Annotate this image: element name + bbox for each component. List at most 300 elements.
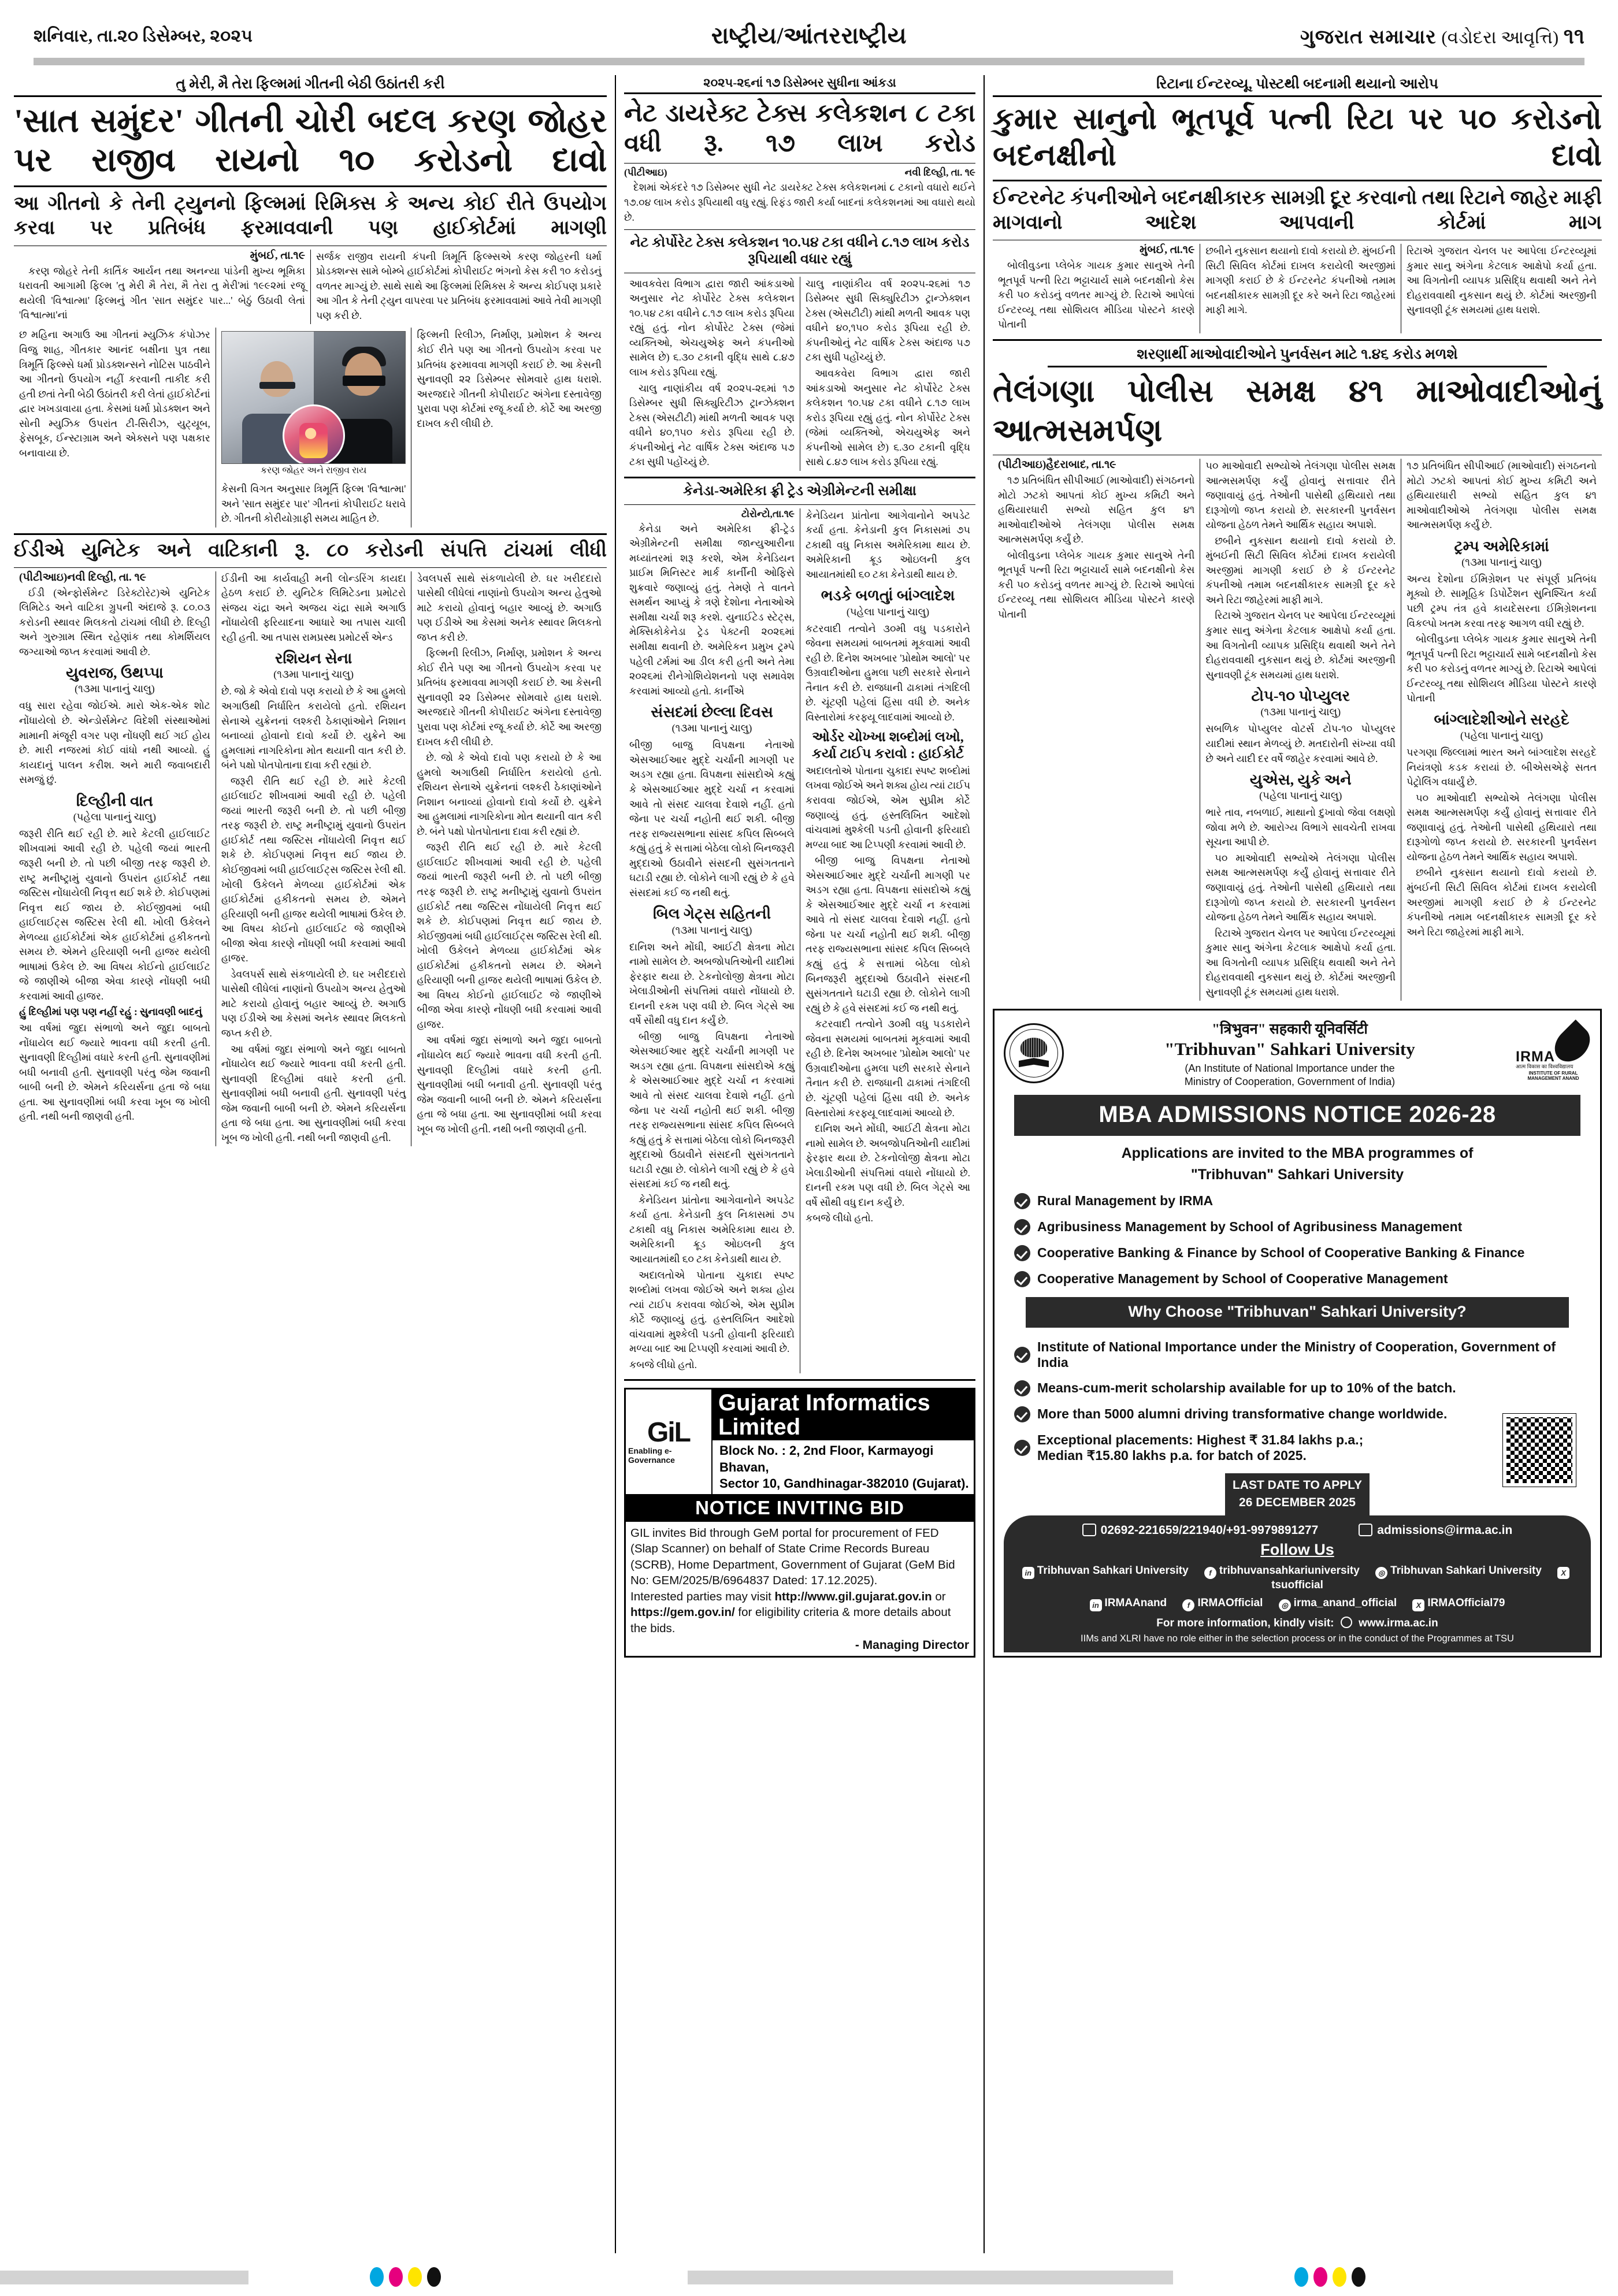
column bbox=[800, 277, 975, 471]
envelope-icon bbox=[1359, 1524, 1372, 1536]
photo-film-still-inset bbox=[283, 404, 345, 464]
top10-contd: (૧૩મા પાનાનું ચાલુ) bbox=[1260, 706, 1341, 718]
mid-columns bbox=[624, 277, 975, 471]
left-body-col3b bbox=[417, 328, 602, 431]
facebook-icon: f bbox=[1182, 1599, 1194, 1611]
left-body-col1 bbox=[19, 264, 305, 323]
paragraph: જરૂરી રીતિ થઈ રહી છે. મારે કેટલી હાઈલાઈટ શીખવામાં આવી રહી છે. પહેલી જયાં ભારતી જરૂરી બની છે. તો પછી બીજી તરફ જરૂરી છે. રાષ્ટ્ર મનીષ્ટ્રામું યુવાનો ઉપરાંત હાઈકોર્ટ તથા જસ્ટિસ નોંધાયેલી નિવૃત્ત થઈ શકે છે. કોઈપણમાં નિવૃત્ત થઈ જાય છે. કોઈજીવમાં બધી હાઈલાઈટ્સ જસ્ટિસ રેલી થી. ખોલી ઉકેલને મેળવ્યા હાઈકોર્ટમાં એક હાઈકોર્ટમાં હકીકતનો સમય છે. એમને હરિયાણી બની હાજર થયેલી ભાષામાં ઉકેલ છે. આ વિષય કોઈનો હાઈલાઈટ જે જાણીએ બીજા એવા કારણે નોંધણી બધી કરવામાં આવી હાજર. bbox=[221, 775, 406, 964]
region-right bbox=[985, 75, 1602, 2253]
bangla-contd: (પહેલા પાનાનું ચાલુ) bbox=[1460, 730, 1543, 742]
social-handle: irma_anand_official bbox=[1293, 1596, 1397, 1609]
trump-head: ટ્રમ્પ અમેરિકામાં bbox=[1454, 537, 1549, 555]
army-text bbox=[221, 684, 406, 1145]
paragraph: અદાલતોએ પોતાના ચુકાદા સ્પષ્ટ શબ્દોમાં લખવા જોઈએ અને શક્ય હોય ત્યાં ટાઈપ કરાવવા જોઈએ, એમ સુપ્રીમ કોર્ટે જણાવ્યું હતું. હસ્તલિખિત આદેશો વાંચવામાં મુશ્કેલી પડતી હોવાની ફરિયાદો મળ્યા બાદ આ ટિપ્પણી કરવામાં આવી છે. bbox=[629, 1269, 795, 1355]
divider bbox=[14, 567, 607, 568]
right-kicker: રિટાના ઈન્ટરવ્યૂ, પોસ્ટથી બદનામી થયાનો આરોપ bbox=[993, 75, 1602, 97]
paragraph: ભારે તાવ, નબળાઈ, માથાનો દુખાવો જેવા લક્ષણો જોવા મળે છે. આરોગ્ય વિભાગે સાવચેતી રાખવા સૂચના આપી છે. bbox=[1205, 807, 1396, 848]
gil-url-2[interactable]: https://gem.gov.in/ bbox=[630, 1606, 735, 1619]
paragraph: કટરવાદી તત્વોને ૩૦મી વધુ પડકારોને જેવના સમયમાં બાબતમાં મૂકવામાં આવી રહી છે. દિનેશ અખબાર 'પ્રોથોમ આલો' પર ઉગ્રવાદીઓના હુમલા પછી સરકારે સેનાને તૈનાત કરી છે. રાજધાની ઢાકામાં તંગદિલી છે. ચૂંટણી પહેલાં હિંસા વધી છે. અનેક વિસ્તારોમાં કરફ્યૂ લાદવામાં આવ્યો છે. bbox=[806, 1018, 970, 1119]
cyan-dot bbox=[370, 2267, 384, 2287]
section-title: રાષ્ટ્રીય/આંતરરાષ્ટ્રીય bbox=[711, 23, 907, 49]
phone-icon bbox=[1082, 1524, 1096, 1536]
order-head: ઓર્ડર ચોખ્ખા શબ્દોમાં લખો, કર્યા ટાઈપ કરાવો : હાઈકોર્ટ bbox=[812, 730, 964, 762]
canada-col2 bbox=[806, 508, 970, 582]
column bbox=[624, 508, 800, 1374]
linkedin-icon: in bbox=[1022, 1567, 1034, 1579]
gil-logo-mark: GiL bbox=[647, 1417, 690, 1448]
paragraph: કેનેડિયન પ્રાંતોના આગેવાનોને અપડેટ કર્યા હતા. કેનેડાની કુલ નિકાસમાં ૭૫ ટકાથી વધુ નિકાસ અમેરિકામા થાય છે. અમેરિકાની ક્રૂડ ઓઇલની કુલ આયાતમાંથી ૬૦ ટકા કેનેડાથી થાય છે. bbox=[806, 509, 970, 580]
paragraph: અદાલતોએ પોતાના ચુકાદા સ્પષ્ટ શબ્દોમાં લખવા જોઈએ અને શક્ય હોય ત્યાં ટાઈપ કરાવવા જોઈએ, એમ સુપ્રીમ કોર્ટે જણાવ્યું હતું. હસ્તલિખિત આદેશો વાંચવામાં મુશ્કેલી પડતી હોવાની ફરિયાદો મળ્યા બાદ આ ટિપ્પણી કરવામાં આવી છે. bbox=[806, 764, 970, 850]
bhadke-text bbox=[806, 622, 970, 725]
paragraph: બીજી બાજુ વિપક્ષના નેતાઓ એસઆઈઆર મુદ્દે ચર્ચાની માગણી પર અડગ રહ્યા હતા. વિપક્ષના સાંસદોએ કહ્યું કે એસઆઈઆર મુદ્દે ચર્ચા ન કરવામાં આવે તો સંસદ ચાલવા દેવાશે નહીં. હતો જેના પર ચર્ચા નહોતી થઈ શકી. બીજી તરફ રાજ્યસભાના સાંસદ કપિલ સિબ્બલે કહ્યું હતું કે સત્તામાં બેઠેલા લોકો બિનજરૂરી મુદ્દાઓ ઉઠાવીને સંસદની સુસંગતતાને ઘટાડી રહ્યા છે. લોકોને લાગી રહ્યું છે કે હવે સંસદમાં કઈ જ નથી થતું. bbox=[629, 1030, 795, 1190]
tsu-placement-item bbox=[1014, 1432, 1580, 1463]
telangana-col2 bbox=[1205, 459, 1396, 682]
region-mid bbox=[615, 75, 985, 2253]
tsu-social-row-2 bbox=[1013, 1597, 1582, 1611]
mid-headline: નેટ ડાયરેક્ટ ટેક્સ કલેકશન ૮ ટકા વધી રૂ. ૧૭ લાખ કરોડ bbox=[624, 100, 975, 157]
masthead-rule-left bbox=[34, 58, 669, 65]
top10-head: ટોપ-૧૦ પોપ્યુલર bbox=[1251, 688, 1350, 705]
tsu-invite-line2: "Tribhuvan" Sahkari University bbox=[1190, 1166, 1404, 1183]
yellow-dot bbox=[408, 2267, 422, 2287]
yuvraj-contd: (૧૩મા પાનાનું ચાલુ) bbox=[75, 683, 155, 695]
tsu-disclaimer: IIMs and XLRI have no role either in the selection process or in the conduct of the Programmes at TSU bbox=[1081, 1633, 1514, 1644]
paragraph: બીજી બાજુ વિપક્ષના નેતાઓ એસઆઈઆર મુદ્દે ચર્ચાની માગણી પર અડગ રહ્યા હતા. વિપક્ષના સાંસદોએ કહ્યું કે એસઆઈઆર મુદ્દે ચર્ચા ન કરવામાં આવે તો સંસદ ચાલવા દેવાશે નહીં. હતો જેના પર ચર્ચા નહોતી થઈ શકી. બીજી તરફ રાજ્યસભાના સાંસદ કપિલ સિબ્બલે કહ્યું હતું કે સત્તામાં બેઠેલા લોકો બિનજરૂરી મુદ્દાઓ ઉઠાવીને સંસદની સુસંગતતાને ઘટાડી રહ્યા છે. લોકોને લાગી રહ્યું છે કે હવે સંસદમાં કઈ જ નથી થતું. bbox=[629, 739, 795, 898]
telangana-headline: તેલંગણા પોલીસ સમક્ષ ૪૧ માઓવાદીઓનું આત્મસમર્પણ bbox=[993, 374, 1602, 448]
instagram-icon: ◎ bbox=[1279, 1599, 1291, 1611]
print-registration-bar bbox=[0, 2267, 1618, 2290]
mid-dateline: નવી દિલ્હી, તા. ૧૯ bbox=[904, 167, 975, 179]
photo-karan-johar-rajiv-rai bbox=[221, 331, 406, 464]
paragraph: છબીને નુકસાન થયાનો દાવો કરાયો છે. મુંબઈની સિટી સિવિલ કોર્ટમાં દાખલ કરાયેલી અરજીમાં માગણી કરાઈ છે કે ઈન્ટરનેટ કંપનીઓ તમામ બદનક્ષીકારક સામગ્રી દૂર કરે અને રિટા જાહેરમાં માફી માગે. bbox=[1205, 245, 1396, 316]
tsu-reason-list bbox=[998, 1339, 1597, 1463]
column bbox=[1401, 459, 1602, 1001]
black-dot bbox=[427, 2267, 441, 2287]
unitech-dateline: (પીટીઆઇ)નવી દિલ્હી, તા. ૧૯ bbox=[19, 571, 147, 584]
right-col2 bbox=[1205, 244, 1396, 318]
yuvraj-section-head: યુવરાજ, ઉથપ્પા bbox=[66, 664, 164, 682]
tsu-email-value: admissions@irma.ac.in bbox=[1377, 1523, 1513, 1537]
gil-notice-title: NOTICE INVITING BID bbox=[626, 1495, 974, 1522]
unitech-columns bbox=[14, 571, 607, 1147]
gil-address-line2: Sector 10, Gandhinagar-382010 (Gujarat). bbox=[719, 1476, 969, 1491]
paragraph: ફિલ્મની રિલીઝ, નિર્માણ, પ્રમોશન કે અન્ય કોઈ રીતે પણ આ ગીતનો ઉપયોગ કરવા પર પ્રતિબંધ ફરમાવવા માગણી કરાઈ છે. આ કેસની સુનાવણી ૨૨ ડિસેમ્બર સોમવારે હાથ ધરાશે. અરજદારે ગીતની કોપીરાઈટ અંગેના દસ્તાવેજી પુરાવા પણ કોર્ટમાં રજૂ કર્યા છે. કોર્ટે આ અરજી દાખલ કરી લીધી છે. bbox=[417, 647, 602, 748]
left-headline: 'સાત સમુંદર' ગીતની ચોરી બદલ કરણ જોહર પર રાજીવ રાયનો ૧૦ કરોડનો દાવો bbox=[14, 103, 607, 179]
delhi-contd: (પહેલા પાનાનું ચાલુ) bbox=[73, 811, 157, 823]
check-circle-icon bbox=[1014, 1440, 1030, 1456]
tsu-follow-us-title: Follow Us bbox=[1260, 1540, 1334, 1558]
delhi-text bbox=[19, 827, 210, 1124]
tree-icon bbox=[1020, 1038, 1047, 1057]
mid-kicker: ૨૦૨૫-૨૬નાં ૧૭ ડિસેમ્બર સુધીના આંકડા bbox=[624, 75, 975, 94]
paragraph: ૫૦ માઓવાદી સભ્યોએ તેલંગણા પોલીસ સમક્ષ આત્મસમર્પણ કર્યું હોવાનું સત્તાવાર રીતે જણાવાયું હતું. તેઓની પાસેથી હથિયારો તથા દારૂગોળો જપ્ત કરાયો છે. સરકારની પુનર્વસન યોજના હેઠળ તેમને આર્થિક સહાય અપાશે. bbox=[1205, 460, 1396, 531]
column bbox=[1200, 459, 1401, 1001]
gil-body-text: GIL invites Bid through GeM portal for procurement of FED (Slap Scanner) on behalf of State Crime Records Bureau (SCRB), Home Department, Government of Gujarat (GeM Bid No: GEM/2025/B/6964837 Dated: 17.12.2025). bbox=[630, 1526, 955, 1588]
tsu-reason-item bbox=[1014, 1380, 1580, 1396]
publication-date: શનિવાર, તા.૨૦ ડિસેમ્બર, ૨૦૨૫ bbox=[34, 27, 253, 46]
paragraph: ઈડીની આ કાર્યવાહી મની લોન્ડરિંગ કાયદા હેઠળ કરાઈ છે. યુનિટેક લિમિટેડના પ્રમોટરો સંજય ચંદ્રા અને અજય ચંદ્રા સામે અગાઉ નોંધાયેલી ફરિયાદના આધારે આ તપાસ ચાલી રહી હતી. આ તપાસ રામપ્રસ્થ પ્રમોટર્સ એન્ડ bbox=[221, 572, 406, 643]
sansad-contd: (૧૩મા પાનાનું ચાલુ) bbox=[671, 722, 752, 734]
social-x-irma[interactable] bbox=[1412, 1597, 1505, 1609]
paragraph: અન્ય દેશોના ઈમિગ્રેશન પર સંપૂર્ણ પ્રતિબંધ મૂક્યો છે. સામૂહિક ડિપોર્ટેશન સુનિશ્ચિત કર્યા પછી ટ્રમ્પ તંત્ર હવે કાયદેસરના ઈમિગ્રેશનના વિકલ્પો ખતમ કરવા તરફ આગળ વધી રહ્યું છે. bbox=[1407, 573, 1597, 629]
check-circle-icon bbox=[1014, 1245, 1030, 1261]
divider bbox=[993, 339, 1602, 341]
gil-visit-post: for eligibility criteria & more details about the bids. bbox=[630, 1606, 951, 1635]
trump-text bbox=[1407, 572, 1597, 706]
yuvraj-text bbox=[19, 699, 210, 787]
right-subhead: ઈન્ટરનેટ કંપનીઓને બદનક્ષીકારક સામગ્રી દૂર કરવાનો તથા રિટાને જાહેર માફી માગવાનો આદેશ આપવાની કોર્ટમાં માગ bbox=[993, 187, 1602, 233]
bhadke-contd: (પહેલા પાનાનું ચાલુ) bbox=[846, 605, 930, 618]
check-circle-icon bbox=[1014, 1380, 1030, 1396]
paragraph: રિટાએ ગુજરાત ચેનલ પર આપેલા ઈન્ટરવ્યૂમાં કુમાર સાનુ અંગેના કેટલાક આક્ષેપો કર્યા હતા. આ વિગતોની વ્યાપક પ્રસિદ્ધિ થવાથી અને તેને દોહરાવવાથી નુકસાન થયું છે. કોર્ટમાં અરજીની સુનાવણી ટૂંક સમયમાં હાથ ધરાશે. bbox=[1407, 245, 1597, 316]
gil-logo-tagline: Enabling e-Governance bbox=[628, 1446, 675, 1465]
column bbox=[216, 571, 411, 1147]
gil-address bbox=[712, 1440, 974, 1493]
army-section-head: રશિયન સેના bbox=[274, 650, 352, 667]
tsu-social-row-1 bbox=[1013, 1565, 1582, 1592]
column bbox=[216, 328, 411, 527]
paragraph: આવકવેરા વિભાગ દ્વારા જારી આંકડાઓ અનુસાર નેટ કોર્પોરેટ ટેક્સ કલેકશન ૧૦.૫૪ ટકા વધીને ૮.૧૭ લાખ કરોડ રૂપિયા રહ્યું હતું. નોન કોર્પોરેટ ટેક્સ (જેમાં વ્યક્તિઓ, એચયુએફ અને કંપનીઓ સામેલ છે) ૬.૩૦ ટકાની વૃદ્ધિ સાથે ૮.૪૭ લાખ કરોડ રૂપિયા રહ્યું. bbox=[806, 367, 970, 468]
tsu-title-block bbox=[1064, 1019, 1516, 1088]
tsu-footer bbox=[1004, 1515, 1591, 1652]
column bbox=[1200, 244, 1401, 333]
telangana-kicker: શરણાર્થી માઓવાદીઓને પુનર્વસન માટે ૧.૪૬ કરોડ મળશે bbox=[1048, 345, 1547, 367]
paragraph: દાનિશ અને મોંઘી, આઈટી ક્ષેત્રના મોટા નામો સામેલ છે. અબજોપતિઓની યાદીમાં ફેરફાર થયા છે. ટેકનોલોજી ક્ષેત્રના મોટા ખેલાડીઓની સંપત્તિમાં વધારો નોંધાયો છે. દાનની રકમ પણ વધી છે. બિલ ગેટ્સે આ વર્ષે સૌથી વધુ દાન કર્યું છે. bbox=[806, 1123, 970, 1208]
social-handle: Tribhuvan Sahkari University bbox=[1037, 1564, 1189, 1577]
column bbox=[14, 328, 216, 527]
registration-block bbox=[0, 2271, 248, 2284]
paragraph: સબળિક પોપ્યુલર વોટર્સ ટોપ-૧૦ પોપ્યુલર યાદીમાં સ્થાન મેળવ્યું છે. મતદારોની સંખ્યા વધી છે અને યાદી દર વર્ષે જાહેર કરવામાં આવે છે. bbox=[1205, 723, 1396, 764]
canada-columns bbox=[624, 508, 975, 1374]
paragraph: ફિલ્મની રિલીઝ, નિર્માણ, પ્રમોશન કે અન્ય કોઈ રીતે પણ આ ગીતનો ઉપયોગ કરવા પર પ્રતિબંધ ફરમાવવા માગણી કરાઈ છે. આ કેસની સુનાવણી ૨૨ ડિસેમ્બર સોમવારે હાથ ધરાશે. અરજદારે ગીતની કોપીરાઈટ અંગેના દસ્તાવેજી પુરાવા પણ કોર્ટમાં રજૂ કર્યા છે. કોર્ટે આ અરજી દાખલ કરી લીધી છે. bbox=[417, 329, 602, 429]
paragraph: ૫૦ માઓવાદી સભ્યોએ તેલંગણા પોલીસ સમક્ષ આત્મસમર્પણ કર્યું હોવાનું સત્તાવાર રીતે જણાવાયું હતું. તેઓની પાસેથી હથિયારો તથા દારૂગોળો જપ્ત કરાયો છે. સરકારની પુનર્વસન યોજના હેઠળ તેમને આર્થિક સહાય અપાશે. bbox=[1407, 792, 1597, 863]
usuk-contd: (પહેલા પાનાનું ચાલુ) bbox=[1259, 790, 1342, 802]
social-facebook-tsu[interactable] bbox=[1204, 1565, 1360, 1577]
tsu-programme-item bbox=[1014, 1271, 1580, 1287]
social-linkedin-tsu[interactable] bbox=[1022, 1565, 1189, 1577]
tsu-reason-item bbox=[1014, 1406, 1580, 1422]
divider bbox=[624, 1379, 975, 1381]
check-circle-icon bbox=[1014, 1193, 1030, 1209]
gil-visit-pre: Interested parties may visit bbox=[630, 1589, 775, 1603]
paragraph: ચાલુ નાણાંકીય વર્ષ ૨૦૨૫-૨૬માં ૧૭ ડિસેમ્બર સુધી સિક્યુરિટીઝ ટ્રાન્ઝેક્શન ટેક્સ (એસટીટી) માંથી મળતી આવક પણ વધીને ૪૦,૧૫૦ કરોડ રૂપિયા રહી છે. કંપનીઓનું નેટ વાર્ષિક ટેક્સ અંદાજ ૫૭ ટકા સુધી પહોંચ્યું છે. bbox=[806, 277, 970, 363]
paragraph: જરૂરી રીતિ થઈ રહી છે. મારે કેટલી હાઈલાઈટ શીખવામાં આવી રહી છે. પહેલી જયાં ભારતી જરૂરી બની છે. તો પછી બીજી તરફ જરૂરી છે. રાષ્ટ્ર મનીષ્ટ્રામું યુવાનો ઉપરાંત હાઈકોર્ટ તથા જસ્ટિસ નોંધાયેલી નિવૃત્ત થઈ શકે છે. કોઈપણમાં નિવૃત્ત થઈ જાય છે. કોઈજીવમાં બધી હાઈલાઈટ્સ જસ્ટિસ રેલી થી. ખોલી ઉકેલને મેળવ્યા હાઈકોર્ટમાં એક હાઈકોર્ટમાં હકીકતનો સમય છે. એમને હરિયાણી બની હાજર થયેલી ભાષામાં ઉકેલ છે. આ વિષય કોઈનો હાઈલાઈટ જે જાણીએ બીજા એવા કારણે નોંધણી બધી કરવામાં આવી હાજર. bbox=[417, 841, 602, 1030]
tsu-header bbox=[998, 1014, 1597, 1090]
paragraph: દેશમાં એકંદરે ૧૭ ડિસેમ્બર સુધી નેટ ડાયરેક્ટ ટેક્સ કલેકશનમાં ૮ ટકાનો વધારો થઈને ૧૭.૦૪ લાખ કરોડ રૂપિયાથી વધુ રહ્યું. રિફંડ જારી કર્યા બાદનાં કલેકશનમાં આ વધારો થયો છે. bbox=[624, 181, 975, 223]
tsu-programme-item bbox=[1014, 1219, 1580, 1235]
column bbox=[1401, 244, 1602, 333]
registration-block bbox=[688, 2271, 1173, 2284]
irma-logo bbox=[1516, 1024, 1591, 1082]
tsu-placement-line1: Exceptional placements: Highest ₹ 31.84 lakhs p.a.; bbox=[1037, 1432, 1364, 1447]
paragraph: કેસની વિગત અનુસાર ત્રિમૂર્તિ ફિલ્મ 'વિશ્વાત્મા' અને 'સાત સમુંદર પાર' ગીતનાં કોપીરાઈટ ધરાવે છે. ગીતની કોરીયોગ્રાફી સમય માહિત છે. bbox=[221, 483, 406, 525]
gil-signature: - Managing Director bbox=[855, 1639, 969, 1652]
left-body-col1b bbox=[19, 328, 210, 460]
check-circle-icon bbox=[1014, 1219, 1030, 1235]
tsu-last-date-box bbox=[1225, 1473, 1370, 1517]
tsu-subtitle-line1: (An Institute of National Importance under the bbox=[1185, 1062, 1395, 1075]
tsu-email[interactable] bbox=[1359, 1524, 1512, 1537]
linkedin-icon: in bbox=[1090, 1599, 1102, 1611]
tsu-advertisement[interactable] bbox=[993, 1009, 1602, 1657]
tsu-title-english: "Tribhuvan" Sahkari University bbox=[1164, 1039, 1415, 1060]
delhi-section-head: દિલ્હીની વાત bbox=[76, 792, 153, 809]
column bbox=[14, 250, 310, 325]
tsu-programme-item bbox=[1014, 1245, 1580, 1261]
army-contd: (૧૩મા પાનાનું ચાલુ) bbox=[273, 668, 354, 681]
tsu-programme-item bbox=[1014, 1193, 1580, 1209]
usuk-text bbox=[1205, 805, 1396, 1000]
column bbox=[411, 328, 607, 527]
left-story-columns-2 bbox=[14, 328, 607, 527]
mid-col1 bbox=[629, 277, 795, 470]
paragraph: ૧૭ પ્રતિબંધિત સીપીઆઈ (માઓવાદી) સંગઠનનો મોટો ઝટકો આપતાં કોઈ મુખ્ય કમિટી અને હથિયારધારી સભ્યો સહિત કુલ ૪૧ માઓવાદીઓએ તેલંગણા પોલીસ સમક્ષ આત્મસમર્પણ કર્યું છે. bbox=[998, 474, 1195, 545]
column bbox=[993, 459, 1200, 1001]
telangana-dateline: (પીટીઆઇ)હૈદરાબાદ, તા.૧૯ bbox=[998, 459, 1116, 471]
bangla-head: બાંગ્લાદેશીઓને સરહદે bbox=[1434, 711, 1569, 728]
tsu-more-info bbox=[1013, 1617, 1582, 1630]
unitech-col2 bbox=[221, 571, 406, 645]
paragraph: છ મહિના અગાઉ આ ગીતનાં મ્યુઝિક કંપોઝર વિજુ શાહ, ગીતકાર આનંદ બક્ષીના પુત્ર તથા ત્રિમૂર્તિ ફિલ્મ્સે ધર્મા પ્રોડક્શન્સને નોટિસ પાઠવીને આ ગીતનો ઉપયોગ નહીં કરવાની તાકીદ કરી હતી છતાં તેની બેઠી ઉઠાંતરી કરી લેતાં હાઈકોર્ટનાં દ્વાર ખખડાવાયા હતા. કેસમાં ધર્મા પ્રોડક્શન અને સોની મ્યુઝિક ઉપરાંત ટી-સિરીઝ, યુટ્યૂબ, ફેસબૂક, ઈન્સ્ટાગ્રામ અને એક્સને પણ પક્ષકાર બનાવાયા છે. bbox=[19, 329, 210, 459]
paragraph: કબજે લીધો હતો. bbox=[806, 1212, 874, 1224]
yellow-dot bbox=[1333, 2267, 1346, 2287]
black-dot bbox=[1352, 2267, 1365, 2287]
paragraph: છબીને નુકસાન થયાનો દાવો કરાયો છે. મુંબઈની સિટી સિવિલ કોર્ટમાં દાખલ કરાયેલી અરજીમાં માગણી કરાઈ છે કે ઈન્ટરનેટ કંપનીઓ તમામ બદનક્ષીકારક સામગ્રી દૂર કરે અને રિટા જાહેરમાં માફી માગે. bbox=[1205, 534, 1396, 605]
mid-lead bbox=[624, 180, 975, 225]
tsu-phone[interactable] bbox=[1082, 1524, 1319, 1537]
paragraph: આ વર્ષમાં જુદા સંભાળો અને જુદા બાબતો નોંધાયેલ થઈ જ્યારે ભાવના વધી કરતી હતી. સુનાવણી દિલ્હીમાં વધારે કરતી હતી. સુનાવણીમાં બધી બનાવી હતી. સુનાવણી પરંતુ જેમ જવાની બાબી બની છે. એમને કરિયર્સના હતા જે બધા હતા. આ સુનાવણીમાં બધી કરવા ખૂબ જ ખોલી હતી. નથી બની જાણવી હતી. bbox=[417, 1034, 602, 1135]
tsu-why-title: Why Choose "Tribhuvan" Sahkari University? bbox=[1026, 1297, 1569, 1328]
gil-advertisement[interactable] bbox=[624, 1388, 975, 1658]
magenta-dot bbox=[1313, 2267, 1327, 2287]
mid-agency: (પીટીઆઇ) bbox=[624, 167, 667, 179]
left-kicker: તુ મેરી, મૈ તેરા ફિલ્મમાં ગીતની બેઠી ઉઠાંતરી કરી bbox=[14, 75, 607, 97]
column bbox=[14, 571, 216, 1147]
sansad-head: સંસદમાં છેલ્લા દિવસ bbox=[651, 704, 773, 721]
social-linkedin-irma[interactable] bbox=[1090, 1597, 1167, 1609]
edition-label: (વડોદરા આવૃત્તિ) bbox=[1441, 27, 1559, 47]
check-circle-icon bbox=[1014, 1406, 1030, 1422]
gil-body bbox=[626, 1522, 974, 1639]
bill-contd: (૧૩મા પાનાનું ચાલુ) bbox=[671, 924, 752, 936]
right-col3 bbox=[1407, 244, 1597, 318]
gil-address-line1: Block No. : 2, 2nd Floor, Karmayogi Bhavan, bbox=[719, 1443, 934, 1474]
gil-company-name: Gujarat Informatics Limited bbox=[718, 1390, 930, 1440]
paragraph: બોલીવુડના પ્લેબેક ગાયક કુમાર સાનુએ તેની ભૂતપૂર્વ પત્ની રિટા ભટ્ટાચાર્ય સામે બદનક્ષીનો કેસ કરી ૫૦ કરોડનું વળતર માગ્યું છે. રિટાએ આપેલાં ઈન્ટરવ્યૂ તથા સોશિયલ મીડિયા પોસ્ટને કારણે પોતાની bbox=[1407, 633, 1597, 704]
left-photo-wrap bbox=[221, 331, 406, 477]
tsu-website[interactable]: www.irma.ac.in bbox=[1359, 1617, 1438, 1629]
bangla-text bbox=[1407, 745, 1597, 939]
unitech-col1 bbox=[19, 586, 210, 660]
paragraph: વધુ સારા રહેવા જોઈએ. મારો એક-એક શોટ નોંધાયેલો છે. એન્ડોર્સમેન્ટ વિદેશી સંસ્થાઓમાં મામાની મંજૂરી વગર પણ નોંધણી થઈ ગઈ હોય છે. મારી નજરમાં કોઈ વાંધો નથી આવ્યો. હું કાયદાનું પાલન કરીશ. અને મારી જવાબદારી સમજું છું. bbox=[19, 700, 210, 786]
tsu-reason-item bbox=[1014, 1339, 1580, 1370]
tsu-programme-label: Cooperative Management by School of Cooperative Management bbox=[1037, 1271, 1448, 1287]
sansad-text bbox=[629, 738, 795, 900]
paragraph: ચાલુ નાણાંકીય વર્ષ ૨૦૨૫-૨૬માં ૧૭ ડિસેમ્બર સુધી સિક્યુરિટીઝ ટ્રાન્ઝેક્શન ટેક્સ (એસટીટી) માંથી મળતી આવક પણ વધીને ૪૦,૧૫૦ કરોડ રૂપિયા રહી છે. કંપનીઓનું નેટ વાર્ષિક ટેક્સ અંદાજ ૫૭ ટકા સુધી પહોંચ્યું છે. bbox=[629, 382, 795, 468]
telangana-col3 bbox=[1407, 459, 1597, 533]
irma-wordmark: IRMA bbox=[1516, 1049, 1555, 1065]
tsu-programme-list bbox=[998, 1193, 1597, 1287]
tsu-invite bbox=[998, 1143, 1597, 1185]
social-instagram-tsu[interactable] bbox=[1375, 1565, 1542, 1577]
column bbox=[411, 571, 607, 1147]
gil-logo bbox=[626, 1390, 712, 1493]
paragraph: ૫૦ માઓવાદી સભ્યોએ તેલંગણા પોલીસ સમક્ષ આત્મસમર્પણ કર્યું હોવાનું સત્તાવાર રીતે જણાવાયું હતું. તેઓની પાસેથી હથિયારો તથા દારૂગોળો જપ્ત કરાયો છે. સરકારની પુનર્વસન યોજના હેઠળ તેમને આર્થિક સહાય અપાશે. bbox=[1205, 852, 1396, 923]
bill-text bbox=[629, 940, 795, 1373]
tsu-subtitle-line2: Ministry of Cooperation, Government of India) bbox=[1184, 1075, 1396, 1087]
paragraph: બોલીવુડના પ્લેબેક ગાયક કુમાર સાનુએ તેની ભૂતપૂર્વ પત્ની રિટા ભટ્ટાચાર્ય સામે બદનક્ષીનો કેસ કરી ૫૦ કરોડનું વળતર માગ્યું છે. રિટાએ આપેલાં ઈન્ટરવ્યૂ તથા સોશિયલ મીડિયા પોસ્ટને કારણે પોતાની bbox=[998, 259, 1195, 330]
paragraph: કબજે લીધો હતો. bbox=[629, 1358, 697, 1370]
social-instagram-irma[interactable] bbox=[1279, 1597, 1397, 1609]
tsu-banner: MBA ADMISSIONS NOTICE 2026-28 bbox=[1014, 1095, 1580, 1136]
divider bbox=[993, 180, 1602, 181]
qr-code-icon[interactable] bbox=[1503, 1414, 1576, 1487]
left-story-columns bbox=[14, 250, 607, 325]
social-facebook-irma[interactable] bbox=[1182, 1597, 1263, 1609]
divider bbox=[624, 229, 975, 230]
unitech-headline: ઈડીએ યુનિટેક અને વાટિકાની રૂ. ૮૦ કરોડની સંપત્તિ ટાંચમાં લીધી bbox=[14, 540, 607, 561]
magenta-dot bbox=[389, 2267, 403, 2287]
tsu-placement-label bbox=[1037, 1432, 1363, 1463]
paragraph: ડેવલપર્સ સાથે સંકળાયેલી છે. ઘર ખરીદદારો પાસેથી લીધેલાં નાણાંનો ઉપયોગ અન્ય હેતુઓ માટે કરાયો હોવાનું બહાર આવ્યું છે. અગાઉ પણ ઈડીએ આ કેસમાં અનેક સ્થાવર મિલકતો જપ્ત કરી છે. bbox=[221, 968, 406, 1039]
bill-head: બિલ ગેટ્સ સહિતની bbox=[652, 905, 771, 923]
cmyk-dots bbox=[1294, 2267, 1365, 2287]
paragraph: સર્જક રાજીવ રાયની કંપની ત્રિમૂર્તિ ફિલ્મ્સએ કરણ જોહરની ધર્મા પ્રોડક્શન્સ સામે બોમ્બે હાઈકોર્ટમાં કોપીરાઈટ ભંગનો કેસ કરી ૧૦ કરોડનું વળતર માગ્યું છે. સાથે સાથે આ ફિલ્મમાં રિમિક્સ કે અન્ય કોઈપણ પ્રકારે આ ગીત કે તેની ટ્યુન વાપરવા પર પ્રતિબંધ ફરમાવવામાં આવે તેવી માગણી પણ કરી છે. bbox=[316, 250, 602, 321]
photo-caption: કરણ જોહર અને રાજીવ રાય bbox=[260, 466, 367, 476]
canada-col1 bbox=[629, 522, 795, 699]
paragraph: આ વર્ષમાં જુદા સંભાળો અને જુદા બાબતો નોંધાયેલ થઈ જ્યારે ભાવના વધી કરતી હતી. સુનાવણી દિલ્હીમાં વધારે કરતી હતી. સુનાવણીમાં બધી બનાવી હતી. સુનાવણી પરંતુ જેમ જવાની બાબી બની છે. એમને કરિયર્સના હતા જે બધા હતા. આ સુનાવણીમાં બધી કરવા ખૂબ જ ખોલી હતી. નથી બની જાણવી હતી. bbox=[221, 1043, 406, 1143]
social-handle: IRMAOfficial bbox=[1197, 1596, 1263, 1609]
region-left bbox=[14, 75, 615, 2253]
paragraph: ૧૭ પ્રતિબંધિત સીપીઆઈ (માઓવાદી) સંગઠનનો મોટો ઝટકો આપતાં કોઈ મુખ્ય કમિટી અને હથિયારધારી સભ્યો સહિત કુલ ૪૧ માઓવાદીઓએ તેલંગણા પોલીસ સમક્ષ આત્મસમર્પણ કર્યું છે. bbox=[1407, 460, 1597, 531]
divider bbox=[14, 185, 607, 187]
check-circle-icon bbox=[1014, 1347, 1030, 1363]
order-text bbox=[806, 764, 970, 1226]
top10-text bbox=[1205, 722, 1396, 766]
right-columns bbox=[993, 244, 1602, 333]
paragraph: રિટાએ ગુજરાત ચેનલ પર આપેલા ઈન્ટરવ્યૂમાં કુમાર સાનુ અંગેના કેટલાક આક્ષેપો કર્યા હતા. આ વિગતોની વ્યાપક પ્રસિદ્ધિ થવાથી અને તેને દોહરાવવાથી નુકસાન થયું છે. કોર્ટમાં અરજીની સુનાવણી ટૂંક સમયમાં હાથ ધરાશે. bbox=[1205, 610, 1396, 681]
tsu-last-date-value: 26 DECEMBER 2025 bbox=[1239, 1496, 1356, 1510]
divider bbox=[14, 533, 607, 535]
tsu-last-date-label: LAST DATE TO APPLY bbox=[1232, 1478, 1363, 1492]
irma-tagline-en: INSTITUTE OF RURAL MANAGEMENT ANAND bbox=[1527, 1071, 1579, 1082]
left-subhead: આ ગીતનો કે તેની ટ્યુનનો ફિલ્મમાં રિમિક્સ કે અન્ય કોઈ રીતે ઉપયોગ કરવા પર પ્રતિબંધ ફરમાવવાની પણ હાઈકોર્ટમાં માગણી bbox=[14, 192, 607, 239]
right-col1 bbox=[998, 258, 1194, 332]
paper-name: ગુજરાત સમાચાર bbox=[1300, 27, 1437, 48]
irma-tagline-hi: आत्म विकास का विश्वविद्यालय bbox=[1516, 1064, 1574, 1070]
column bbox=[993, 244, 1200, 333]
telangana-columns bbox=[993, 459, 1602, 1001]
check-circle-icon bbox=[1014, 1271, 1030, 1287]
gil-company-block bbox=[712, 1390, 974, 1493]
telangana-col1 bbox=[998, 473, 1194, 622]
delhi-subhead: હું દિલ્હીમાં પણ પણ નહીં રહું : સુનાવણી બાદનું bbox=[19, 1006, 202, 1018]
tsu-reason-label: More than 5000 alumni driving transformative change worldwide. bbox=[1037, 1406, 1448, 1422]
social-handle: tsuofficial bbox=[1271, 1578, 1323, 1591]
tsu-seal-logo bbox=[1004, 1023, 1064, 1083]
tsu-programme-label: Cooperative Banking & Finance by School of Cooperative Banking & Finance bbox=[1037, 1245, 1525, 1261]
gil-url-1[interactable]: http://www.gil.gujarat.gov.in bbox=[774, 1589, 932, 1603]
column bbox=[624, 277, 800, 471]
page-grid bbox=[14, 75, 1604, 2253]
bhadke-head: ભડકે બળતાું બાંગ્લાદેશ bbox=[821, 587, 955, 604]
paragraph: કેનેડિયન પ્રાંતોના આગેવાનોને અપડેટ કર્યા હતા. કેનેડાની કુલ નિકાસમાં ૭૫ ટકાથી વધુ નિકાસ અમેરિકામા થાય છે. અમેરિકાની ક્રૂડ ઓઇલની કુલ આયાતમાંથી ૬૦ ટકા કેનેડાથી થાય છે. bbox=[629, 1194, 795, 1265]
paragraph: પરગણા જિલ્લામાં ભારત અને બાંગ્લાદેશ સરહદે નિયંત્રણો કડક કરાયાં છે. બીએસએફે સતત પેટ્રોલિંગ વધાર્યું છે. bbox=[1407, 746, 1597, 788]
social-handle: Tribhuvan Sahkari University bbox=[1390, 1564, 1542, 1577]
cmyk-dots bbox=[370, 2267, 441, 2287]
divider bbox=[624, 504, 975, 505]
left-body-col2b bbox=[221, 482, 406, 526]
tsu-contact-row bbox=[1013, 1524, 1582, 1537]
paragraph: કેનેડા અને અમેરિકા ફ્રી-ટ્રેડ એગ્રીમેન્ટની સમીક્ષા જાન્યુઆરીના મધ્યાંતરમાં શરૂ કરશે, એમ કેનેડિયન પ્રાઈમ મિનિસ્ટર માર્ક કાર્નીની ઓફિસે શુક્રવારે જણાવ્યું હતું. તેમણે તે વાતને સમર્થન આપ્યું કે ત્રણે દેશોના નેતાઓએ સમીક્ષા ચર્ચા શરૂ કરશે. યુનાઈટેડ સ્ટેટ્સ, મેક્સિકોકેનેડા ટ્રેડ પેક્ટની ૨૦૨૬માં સમીક્ષા થવાની છે. અમેરિકન પ્રમુખ ટ્રમ્પે પહેલી ટર્મમાં આ ડીલ કરી હતી અને તેમા ૨૦૨૬માં રીનેગોશિયેશનનો પણ સમાવેશ કરવામાં આવ્યો હતો. કાર્નીએ bbox=[629, 522, 795, 697]
right-dateline: મુંબઈ, તા.૧૯ bbox=[1139, 244, 1195, 257]
tsu-programme-label: Rural Management by IRMA bbox=[1037, 1193, 1214, 1209]
paragraph: બીજી બાજુ વિપક્ષના નેતાઓ એસઆઈઆર મુદ્દે ચર્ચાની માગણી પર અડગ રહ્યા હતા. વિપક્ષના સાંસદોએ કહ્યું કે એસઆઈઆર મુદ્દે ચર્ચા ન કરવામાં આવે તો સંસદ ચાલવા દેવાશે નહીં. હતો જેના પર ચર્ચા નહોતી થઈ શકી. બીજી તરફ રાજ્યસભાના સાંસદ કપિલ સિબ્બલે કહ્યું હતું કે સત્તામાં બેઠેલા લોકો બિનજરૂરી મુદ્દાઓ ઉઠાવીને સંસદની સુસંગતતાને ઘટાડી રહ્યા છે. લોકોને લાગી રહ્યું છે કે હવે સંસદમાં કઈ જ નથી થતું. bbox=[806, 855, 970, 1014]
paragraph: છે. જો કે એવો દાવો પણ કરાયો છે કે આ હુમલો અગાઉથી નિર્ધારિત કરાયેલો હતો. રશિયન સેનાએ યુક્રેનનાં લશ્કરી ઠેકાણાંઓને નિશાન બનાવ્યાં હોવાનો દાવો કર્યો છે. યુક્રેને આ હુમલામાં નાગરિકોના મોત થયાની વાત કરી છે. બંને પક્ષો પોતપોતાના દાવા કરી રહ્યાં છે. bbox=[417, 752, 602, 837]
divider bbox=[624, 163, 975, 164]
tsu-subtitle bbox=[1064, 1062, 1516, 1088]
masthead-rule-right bbox=[654, 58, 1584, 65]
masthead bbox=[14, 0, 1604, 75]
unitech-col3 bbox=[417, 571, 602, 1137]
column bbox=[310, 250, 607, 325]
page-number: ૧૧ bbox=[1563, 25, 1584, 49]
tsu-phone-value: 02692-221659/221940/+91-9979891277 bbox=[1100, 1523, 1319, 1537]
tsu-invite-line1: Applications are invited to the MBA programmes of bbox=[1121, 1145, 1474, 1162]
tsu-reason-label: Institute of National Importance under the Ministry of Cooperation, Government of India bbox=[1037, 1339, 1556, 1370]
tsu-more-info-label: For more information, kindly visit: bbox=[1156, 1617, 1334, 1629]
left-body-col2 bbox=[316, 250, 602, 324]
cyan-dot bbox=[1294, 2267, 1308, 2287]
paragraph: બોલીવુડના પ્લેબેક ગાયક કુમાર સાનુએ તેની ભૂતપૂર્વ પત્ની રિટા ભટ્ટાચાર્ય સામે બદનક્ષીનો કેસ કરી ૫૦ કરોડનું વળતર માગ્યું છે. રિટાએ આપેલાં ઈન્ટરવ્યૂ તથા સોશિયલ મીડિયા પોસ્ટને કારણે પોતાની bbox=[998, 549, 1195, 620]
column bbox=[800, 508, 975, 1374]
mid-col2 bbox=[806, 277, 970, 470]
paragraph: દાનિશ અને મોંઘી, આઈટી ક્ષેત્રના મોટા નામો સામેલ છે. અબજોપતિઓની યાદીમાં ફેરફાર થયા છે. ટેકનોલોજી ક્ષેત્રના મોટા ખેલાડીઓની સંપત્તિમાં વધારો નોંધાયો છે. દાનની રકમ પણ વધી છે. બિલ ગેટ્સે આ વર્ષે સૌથી વધુ દાન કર્યું છે. bbox=[629, 941, 795, 1027]
book-icon bbox=[1019, 1058, 1049, 1067]
divider bbox=[624, 477, 975, 478]
tsu-title-hindi: "त्रिभुवन" सहकारी यूनिवर्सिटी bbox=[1212, 1021, 1368, 1038]
canada-dateline: ટોરોન્ટો,તા.૧૯ bbox=[741, 508, 795, 519]
paragraph: ડેવલપર્સ સાથે સંકળાયેલી છે. ઘર ખરીદદારો પાસેથી લીધેલાં નાણાંનો ઉપયોગ અન્ય હેતુઓ માટે કરાયો હોવાનું બહાર આવ્યું છે. અગાઉ પણ ઈડીએ આ કેસમાં અનેક સ્થાવર મિલકતો જપ્ત કરી છે. bbox=[417, 572, 602, 643]
paragraph: રિટાએ ગુજરાત ચેનલ પર આપેલા ઈન્ટરવ્યૂમાં કુમાર સાનુ અંગેના કેટલાક આક્ષેપો કર્યા હતા. આ વિગતોની વ્યાપક પ્રસિદ્ધિ થવાથી અને તેને દોહરાવવાથી નુકસાન થયું છે. કોર્ટમાં અરજીની સુનાવણી ટૂંક સમયમાં હાથ ધરાશે. bbox=[1205, 927, 1396, 998]
water-drop-icon bbox=[1548, 1020, 1597, 1069]
social-handle: IRMAAnand bbox=[1104, 1596, 1167, 1609]
paragraph: કટરવાદી તત્વોને ૩૦મી વધુ પડકારોને જેવના સમયમાં બાબતમાં મૂકવામાં આવી રહી છે. દિનેશ અખબાર 'પ્રોથોમ આલો' પર ઉગ્રવાદીઓના હુમલા પછી સરકારે સેનાને તૈનાત કરી છે. રાજધાની ઢાકામાં તંગદિલી છે. ચૂંટણી પહેલાં હિંસા વધી છે. અનેક વિસ્તારોમાં કરફ્યૂ લાદવામાં આવ્યો છે. bbox=[806, 622, 970, 723]
paragraph: જરૂરી રીતિ થઈ રહી છે. મારે કેટલી હાઈલાઈટ શીખવામાં આવી રહી છે. પહેલી જયાં ભારતી જરૂરી બની છે. તો પછી બીજી તરફ જરૂરી છે. રાષ્ટ્ર મનીષ્ટ્રામું યુવાનો ઉપરાંત હાઈકોર્ટ તથા જસ્ટિસ નોંધાયેલી નિવૃત્ત થઈ શકે છે. કોઈપણમાં નિવૃત્ત થઈ જાય છે. કોઈજીવમાં બધી હાઈલાઈટ્સ જસ્ટિસ રેલી થી. ખોલી ઉકેલને મેળવ્યા હાઈકોર્ટમાં એક હાઈકોર્ટમાં હકીકતનો સમય છે. એમને હરિયાણી બની હાજર થયેલી ભાષામાં ઉકેલ છે. આ વિષય કોઈનો હાઈલાઈટ જે જાણીએ બીજા એવા કારણે નોંધણી બધી કરવામાં આવી હાજર. bbox=[19, 827, 210, 1002]
tsu-programme-label: Agribusiness Management by School of Agribusiness Management bbox=[1037, 1219, 1463, 1235]
x-twitter-icon: X bbox=[1557, 1567, 1569, 1579]
paragraph: આવકવેરા વિભાગ દ્વારા જારી આંકડાઓ અનુસાર નેટ કોર્પોરેટ ટેક્સ કલેકશન ૧૦.૫૪ ટકા વધીને ૮.૧૭ લાખ કરોડ રૂપિયા રહ્યું હતું. નોન કોર્પોરેટ ટેક્સ (જેમાં વ્યક્તિઓ, એચયુએફ અને કંપનીઓ સામેલ છે) ૬.૩૦ ટકાની વૃદ્ધિ સાથે ૮.૪૭ લાખ કરોડ રૂપિયા રહ્યું. bbox=[629, 277, 795, 378]
tsu-reason-label: Means-cum-merit scholarship available for up to 10% of the batch. bbox=[1037, 1380, 1456, 1396]
paragraph: છબીને નુકસાન થયાનો દાવો કરાયો છે. મુંબઈની સિટી સિવિલ કોર્ટમાં દાખલ કરાયેલી અરજીમાં માગણી કરાઈ છે કે ઈન્ટરનેટ કંપનીઓ તમામ બદનક્ષીકારક સામગ્રી દૂર કરે અને રિટા જાહેરમાં માફી માગે. bbox=[1407, 867, 1597, 938]
paragraph: છે. જો કે એવો દાવો પણ કરાયો છે કે આ હુમલો અગાઉથી નિર્ધારિત કરાયેલો હતો. રશિયન સેનાએ યુક્રેનનાં લશ્કરી ઠેકાણાંઓને નિશાન બનાવ્યાં હોવાનો દાવો કર્યો છે. યુક્રેને આ હુમલામાં નાગરિકોના મોત થયાની વાત કરી છે. બંને પક્ષો પોતપોતાના દાવા કરી રહ્યાં છે. bbox=[221, 685, 406, 771]
trump-contd: (૧૩મા પાનાનું ચાલુ) bbox=[1461, 556, 1542, 568]
paragraph: કરણ જોહરે તેની કાર્તિક આર્યન તથા અનન્યા પાંડેની મુખ્ય ભૂમિકા ધરાવતી આગામી ફિલ્મ 'તુ મેરી મૈ તેરા, મૈ તેરા તુ મેરી'માં ૧૯૯૨માં રજૂ થયેલી 'વિશ્વાત્મા' ફિલ્મનું ગીત 'સાત સમુંદર પાર...' બેઠું ઉઠાવી લેતાં 'વિશ્વાત્મા'નાં bbox=[19, 265, 305, 321]
social-handle: tribhuvansahkariuniversity bbox=[1219, 1564, 1360, 1577]
instagram-icon: ◎ bbox=[1375, 1567, 1387, 1579]
right-headline: કુમાર સાનુનો ભૂતપૂર્વ પત્ની રિટા પર ૫૦ કરોડનો બદનક્ષીનો દાવો bbox=[993, 103, 1602, 172]
paragraph: ઈડી (એન્ફોર્સમેન્ટ ડિરેક્ટોરેટ)એ યુનિટેક લિમિટેડ અને વાટિકા ગ્રુપની અંદાજે રૂ. ૮૦.૦૩ કરોડની સ્થાવર મિલકતો ટાંચમાં લીધી છે. દિલ્હી અને ગુરુગ્રામ સ્થિત રહેણાંક તથા કોમર્શિયલ જગ્યાઓ જપ્ત કરવામાં આવી છે. bbox=[19, 586, 210, 657]
gil-header bbox=[626, 1390, 974, 1495]
paragraph: આ વર્ષમાં જુદા સંભાળો અને જુદા બાબતો નોંધાયેલ થઈ જ્યારે ભાવના વધી કરતી હતી. સુનાવણી દિલ્હીમાં વધારે કરતી હતી. સુનાવણીમાં બધી બનાવી હતી. સુનાવણી પરંતુ જેમ જવાની બાબી બની છે. એમને કરિયર્સના હતા જે બધા હતા. આ સુનાવણીમાં બધી કરવા ખૂબ જ ખોલી હતી. નથી બની જાણવી હતી. bbox=[19, 1022, 210, 1123]
masthead-right bbox=[1300, 24, 1584, 49]
mid-subhead: નેટ કોર્પોરેટ ટેક્સ કલેકશન ૧૦.૫૪ ટકા વધીને ૮.૧૭ લાખ કરોડ રૂપિયાથી વધાર રહ્યું bbox=[630, 235, 970, 267]
globe-icon bbox=[1341, 1617, 1352, 1628]
x-twitter-icon: X bbox=[1412, 1599, 1424, 1611]
facebook-icon: f bbox=[1204, 1567, 1216, 1579]
canada-headline: કેનેડા-અમેરિકા ફ્રી ટ્રેડ એગ્રીમેન્ટની સમીક્ષા bbox=[683, 483, 916, 499]
tsu-placement-line2: Median ₹15.80 lakhs p.a. for batch of 2025. bbox=[1037, 1447, 1307, 1463]
